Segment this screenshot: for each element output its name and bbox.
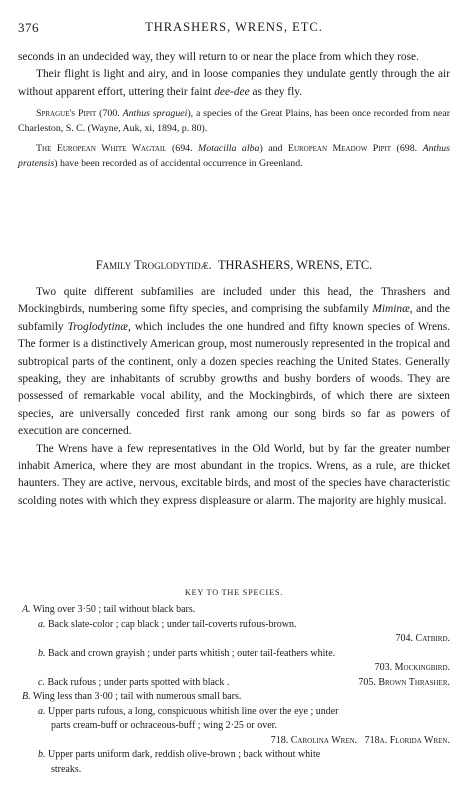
note-wagtail-pipit: [18, 141, 450, 171]
key-letter: a.: [38, 618, 46, 630]
key-entry-A-b: [18, 647, 450, 662]
top-section: [18, 49, 450, 171]
paragraph-subfamilies: [18, 284, 450, 441]
text: Back rufous ; under parts spotted with black .: [44, 676, 230, 688]
key-entry-B-a: [18, 705, 450, 720]
species-name: The European White Wagtail: [36, 142, 167, 154]
species-name: Sprague's Pipit: [36, 108, 97, 120]
text: , and the subfamily: [18, 303, 450, 333]
species-carolina-florida-wren: 718. Carolina Wren. 718a. Florida Wren.: [270, 734, 450, 746]
text: ), a species of the Great Plains, has been once recorded from near Charleston, S. C. (Wayne, Auk, xi, 1894, p. 80).: [18, 108, 450, 135]
text: Wing less than 3·00 ; tail with numerous small bars.: [30, 691, 242, 702]
text: ) have been recorded as of accidental occurrence in Greenland.: [54, 157, 303, 169]
paragraph-continued: seconds in an undecided way, they will return to or near the place from which they rose.: [18, 51, 419, 63]
page-header: [18, 20, 450, 38]
text: (698.: [391, 142, 423, 154]
key-letter: b.: [38, 647, 46, 659]
text: Two quite different subfamilies are included under this head, the Thrashers and Mockingbirds, numbering some fifty species, and comprising the subfamily: [18, 286, 450, 316]
scientific-name: Anthus spraguei: [122, 108, 188, 120]
family-heading: [18, 256, 450, 274]
call-note: dee-dee: [214, 85, 250, 98]
text: Wing over 3·50 ; tail without black bars.: [30, 604, 196, 615]
text: , which includes the one hundred and fifty known species of Wrens. The former is a distinctively American group, most numerously represented in the tropical and subtropical parts of the continent, only a dozen species reaching the United States. Generally speaking, they are inhabitants of scrubby growths and bushy borders of woods. They are possessed of remarkable vocal ability, and the Mockingbirds, of which there are sixteen species, are universally conceded first rank among our song birds so far as powers of execution are concerned.: [18, 320, 451, 438]
key-entry-B-a-cont: parts cream-buff or ochraceous-buff ; wing 2·25 or over.: [51, 720, 277, 731]
note-spragues-pipit: [18, 106, 450, 136]
key-text: [38, 676, 229, 691]
text: Back slate-color ; cap black ; under tail-coverts rufous-brown.: [45, 618, 297, 630]
species-name: European Meadow Pipit: [287, 142, 392, 154]
text: Their flight is light and airy, and in loose companies they undulate gently through the air without apparent effort, uttering their faint: [18, 68, 450, 98]
species-brown-thrasher: 705. Brown Thrasher.: [358, 676, 450, 688]
family-common-names: THRASHERS, WRENS, ETC.: [217, 258, 373, 272]
paragraph-wrens: The Wrens have a few representatives in the Old World, but by far the greater number inhabit America, where they are most abundant in the tropics. Wrens, as a rule, are thicket haunters. They are active, nervous, excitable birds, and most of the species have characteristic scolding notes with which they express displeasure or alarm. The majority are highly musical.: [18, 442, 450, 507]
key-letter: A.: [22, 604, 31, 615]
key-entry-B-b: [18, 748, 450, 763]
key-letter: B.: [22, 691, 31, 702]
species-key: [18, 588, 450, 777]
key-entry-B-b-cont: streaks.: [51, 763, 82, 775]
key-title: KEY TO THE SPECIES.: [184, 588, 284, 597]
species-catbird: 704. Catbird.: [395, 633, 450, 644]
key-letter: b.: [38, 749, 46, 760]
paragraph-flight: [18, 66, 450, 101]
text: ) and: [259, 142, 288, 154]
family-section: [18, 256, 450, 510]
page-number: 376: [18, 20, 39, 35]
text: (700.: [96, 108, 123, 120]
running-title: THRASHERS, WRENS, ETC.: [145, 20, 323, 34]
text: (694.: [166, 142, 199, 154]
key-letter: c.: [38, 676, 45, 688]
key-entry-A-a: [18, 618, 450, 633]
key-entry-A-c: [18, 676, 450, 691]
species-mockingbird: 703. Mockingbird.: [374, 662, 450, 673]
text: Upper parts rufous, a long, conspicuous whitish line over the eye ; under: [45, 705, 339, 717]
text: Upper parts uniform dark, reddish olive-brown ; back without white: [45, 749, 321, 760]
subfamily-name: Miminæ: [372, 303, 410, 316]
subfamily-name: Troglodytinæ: [67, 320, 128, 333]
key-letter: a.: [38, 705, 46, 717]
key-entry-B: [18, 690, 450, 705]
scientific-name: Anthus pratensis: [18, 142, 451, 169]
text: Back and crown grayish ; under parts whitish ; outer tail-feathers white.: [45, 647, 336, 659]
family-name: Family Troglodytidæ.: [95, 258, 212, 272]
scientific-name: Motacilla alba: [198, 142, 260, 154]
text: as they fly.: [249, 85, 303, 98]
key-entry-A: [18, 603, 450, 618]
